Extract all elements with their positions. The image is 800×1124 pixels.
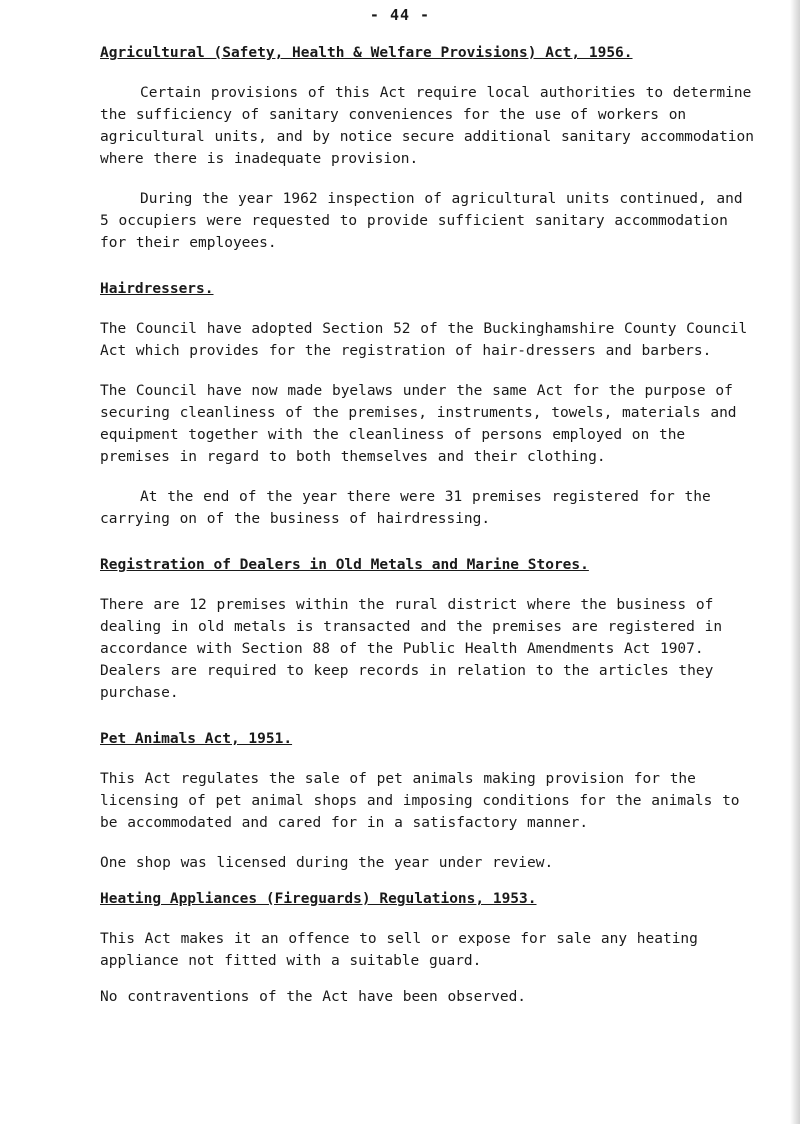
paragraph: There are 12 premises within the rural district where the business of dealing in old metals is transacted and the premises are registered in accordance with Section 88 of the Public Health Amendments Act 1907. Dealers are required to keep records in relation to the articles they purchase. — [100, 597, 723, 701]
page-number: - 44 - — [369, 6, 431, 24]
paragraph: This Act makes it an offence to sell or expose for sale any heating appliance not fitted with a suitable guard. — [100, 931, 698, 969]
paragraph: The Council have adopted Section 52 of the Buckinghamshire County Council Act which provides for the registration of hair-dressers and barbers. — [100, 321, 748, 359]
section-heading-agricultural-act: Agricultural (Safety, Health & Welfare Provisions) Act, 1956. — [100, 45, 633, 61]
section-heading-hairdressers: Hairdressers. — [100, 281, 214, 297]
paragraph: No contraventions of the Act have been observed. — [100, 989, 527, 1005]
paragraph: The Council have now made byelaws under the same Act for the purpose of securing cleanliness of the premises, instruments, towels, materials and equipment together with the cleanliness of persons employed on the premises in regard to both themselves and their clothing. — [100, 383, 737, 465]
paragraph: This Act regulates the sale of pet animals making provision for the licensing of pet animal shops and imposing conditions for the animals to be accommodated and cared for in a satisfactory manner. — [100, 771, 740, 831]
page-edge-shadow — [790, 0, 800, 1124]
paragraph: Certain provisions of this Act require local authorities to determine the sufficiency of sanitary conveniences for the use of workers on agricultural units, and by notice secure additional sanitary accommodation where there is inadequate provision. — [100, 85, 755, 167]
section-heading-pet-animals-act: Pet Animals Act, 1951. — [100, 731, 293, 747]
paragraph: At the end of the year there were 31 premises registered for the carrying on of the business of hairdressing. — [100, 489, 711, 527]
paragraph: One shop was licensed during the year under review. — [100, 855, 554, 871]
section-heading-heating-appliances: Heating Appliances (Fireguards) Regulations, 1953. — [100, 891, 537, 907]
paragraph: During the year 1962 inspection of agricultural units continued, and 5 occupiers were requested to provide sufficient sanitary accommodation for their employees. — [100, 191, 743, 251]
section-heading-dealers-old-metals: Registration of Dealers in Old Metals and Marine Stores. — [100, 557, 589, 573]
page-content — [100, 42, 760, 1026]
